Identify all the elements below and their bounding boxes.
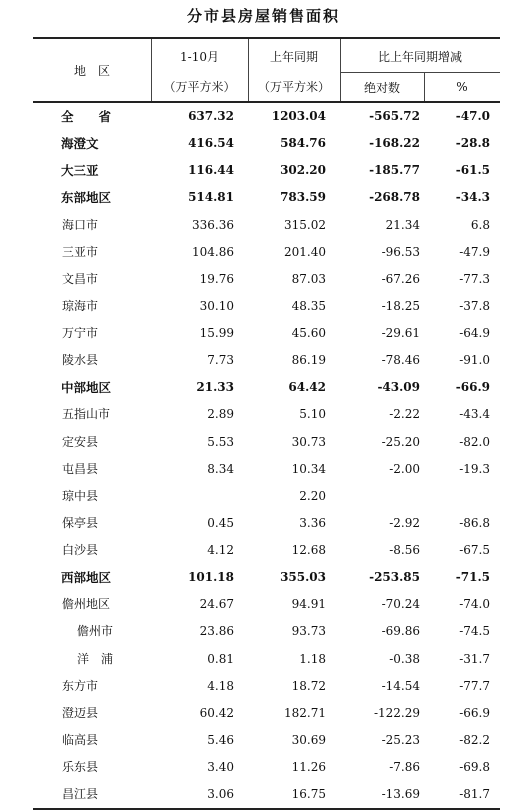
current-value-cell: 4.18: [207, 678, 234, 693]
header-growth: 比上年同期增减: [377, 49, 462, 64]
region-cell: 乐东县: [62, 760, 99, 774]
prior-value-cell: 302.20: [280, 163, 326, 178]
prior-value-cell: 30.73: [291, 434, 326, 449]
absolute-change-cell: -69.86: [381, 624, 420, 639]
table-header: [33, 39, 500, 103]
prior-value-cell: 2.20: [299, 488, 326, 503]
prior-value-cell: 12.68: [291, 543, 326, 557]
current-value-cell: 637.32: [188, 109, 234, 123]
header-percent: %: [456, 80, 468, 94]
prior-value-cell: 18.72: [291, 678, 326, 693]
percent-change-cell: -81.7: [459, 787, 490, 802]
absolute-change-cell: -0.38: [389, 651, 420, 666]
region-cell: 海澄文: [61, 136, 99, 152]
header-prior-period: 上年同期: [269, 49, 318, 64]
prior-value-cell: 93.73: [291, 624, 326, 639]
table-title: 分市县房屋销售面积: [186, 7, 340, 25]
absolute-change-cell: -565.72: [369, 109, 420, 123]
percent-change-cell: -74.0: [459, 597, 490, 612]
percent-change-cell: -43.4: [459, 407, 490, 422]
current-value-cell: 2.89: [207, 407, 234, 422]
percent-change-cell: -66.9: [459, 705, 490, 720]
prior-value-cell: 201.40: [284, 244, 326, 259]
region-cell: 琼中县: [62, 488, 99, 503]
absolute-change-cell: -2.22: [389, 407, 420, 422]
table-body: [33, 103, 500, 808]
region-cell: 文昌市: [62, 271, 99, 286]
current-value-cell: 5.46: [207, 732, 234, 747]
header-divider: [424, 72, 425, 101]
current-value-cell: 21.33: [196, 380, 234, 395]
table-row: [33, 130, 500, 157]
current-value-cell: 15.99: [199, 326, 234, 340]
prior-value-cell: 1203.04: [271, 109, 326, 123]
table-row: [33, 103, 500, 130]
percent-change-cell: -71.5: [455, 570, 490, 585]
header-divider: [151, 39, 152, 101]
absolute-change-cell: -18.25: [381, 298, 420, 313]
percent-change-cell: -69.8: [459, 760, 490, 774]
current-value-cell: 0.45: [207, 515, 234, 530]
prior-value-cell: 30.69: [291, 732, 326, 747]
current-value-cell: 104.86: [192, 244, 234, 259]
prior-value-cell: 1.18: [299, 651, 326, 666]
percent-change-cell: -74.5: [459, 624, 490, 639]
percent-change-cell: -31.7: [459, 651, 490, 666]
region-cell: 三亚市: [62, 244, 99, 259]
absolute-change-cell: -8.56: [389, 543, 420, 557]
header-absolute: 绝对数: [363, 80, 400, 95]
absolute-change-cell: -25.23: [381, 732, 420, 747]
region-cell: 白沙县: [62, 543, 99, 557]
percent-change-cell: -34.3: [455, 190, 490, 205]
absolute-change-cell: -25.20: [381, 434, 420, 449]
absolute-change-cell: -78.46: [381, 353, 420, 368]
region-cell: 儋州市: [77, 624, 114, 639]
percent-change-cell: -91.0: [459, 353, 490, 368]
absolute-change-cell: -43.09: [377, 380, 420, 395]
absolute-change-cell: -185.77: [369, 163, 420, 178]
table-row: [33, 727, 500, 754]
current-value-cell: 416.54: [188, 136, 234, 151]
absolute-change-cell: -122.29: [373, 705, 420, 720]
table-row: [33, 673, 500, 700]
table-row: [33, 401, 500, 428]
region-cell: 大三亚: [61, 163, 99, 179]
current-value-cell: 8.34: [207, 461, 234, 476]
table-row: [33, 293, 500, 320]
absolute-change-cell: -7.86: [389, 760, 420, 774]
region-cell: 中部地区: [61, 380, 112, 396]
absolute-change-cell: -29.61: [381, 326, 420, 340]
current-value-cell: 3.06: [207, 787, 234, 802]
current-value-cell: 0.81: [207, 651, 234, 666]
table-row: [33, 591, 500, 618]
absolute-change-cell: -2.92: [389, 515, 420, 530]
prior-value-cell: 182.71: [284, 705, 326, 720]
percent-change-cell: 6.8: [470, 217, 490, 232]
current-value-cell: 4.12: [207, 543, 234, 557]
sales-area-table: [33, 37, 500, 810]
absolute-change-cell: -2.00: [389, 461, 420, 476]
prior-value-cell: 87.03: [291, 271, 326, 286]
region-cell: 东方市: [62, 678, 99, 693]
table-row: [33, 157, 500, 184]
header-divider: [340, 72, 500, 73]
absolute-change-cell: -14.54: [381, 678, 420, 693]
table-row: [33, 483, 500, 510]
region-cell: 儋州地区: [62, 597, 111, 612]
region-cell: 屯昌县: [62, 461, 99, 476]
region-cell: 洋 浦: [77, 651, 114, 666]
absolute-change-cell: -96.53: [381, 244, 420, 259]
table-row: [33, 510, 500, 537]
table-row: [33, 646, 500, 673]
percent-change-cell: -82.0: [459, 434, 490, 449]
current-value-cell: 5.53: [207, 434, 234, 449]
table-row: [33, 184, 500, 211]
table-row: [33, 618, 500, 645]
percent-change-cell: -47.0: [455, 109, 490, 123]
table-row: [33, 781, 500, 808]
header-current-unit: （万平方米）: [163, 79, 236, 94]
table-row: [33, 347, 500, 374]
prior-value-cell: 64.42: [288, 380, 326, 395]
table-row: [33, 239, 500, 266]
region-cell: 昌江县: [62, 787, 99, 802]
table-row: [33, 429, 500, 456]
current-value-cell: 19.76: [199, 271, 234, 286]
current-value-cell: 514.81: [188, 190, 234, 205]
table-row: [33, 564, 500, 591]
percent-change-cell: -66.9: [455, 380, 490, 395]
prior-value-cell: 355.03: [280, 570, 326, 585]
header-current-period: 1-10月: [180, 49, 219, 64]
percent-change-cell: -77.3: [459, 271, 490, 286]
percent-change-cell: -19.3: [459, 461, 490, 476]
percent-change-cell: -28.8: [455, 136, 490, 151]
header-divider: [340, 39, 341, 101]
header-region: 地 区: [73, 63, 110, 78]
table-row: [33, 700, 500, 727]
percent-change-cell: -82.2: [459, 732, 490, 747]
prior-value-cell: 783.59: [280, 190, 326, 205]
current-value-cell: 23.86: [199, 624, 234, 639]
prior-value-cell: 315.02: [284, 217, 326, 232]
percent-change-cell: -47.9: [459, 244, 490, 259]
region-cell: 五指山市: [62, 407, 111, 422]
absolute-change-cell: -70.24: [381, 597, 420, 612]
region-cell: 东部地区: [61, 190, 112, 206]
absolute-change-cell: -13.69: [381, 787, 420, 802]
region-cell: 全 省: [61, 109, 112, 124]
absolute-change-cell: -253.85: [369, 570, 420, 585]
table-row: [33, 212, 500, 239]
prior-value-cell: 3.36: [299, 515, 326, 530]
table-row: [33, 266, 500, 293]
region-cell: 万宁市: [62, 326, 99, 340]
current-value-cell: 101.18: [188, 570, 234, 585]
region-cell: 定安县: [62, 434, 99, 449]
current-value-cell: 336.36: [192, 217, 234, 232]
percent-change-cell: -64.9: [459, 326, 490, 340]
region-cell: 澄迈县: [62, 705, 99, 720]
prior-value-cell: 5.10: [299, 407, 326, 422]
table-row: [33, 456, 500, 483]
prior-value-cell: 48.35: [291, 298, 326, 313]
region-cell: 临高县: [62, 732, 99, 747]
current-value-cell: 24.67: [199, 597, 234, 612]
percent-change-cell: -37.8: [459, 298, 490, 313]
current-value-cell: 116.44: [188, 163, 234, 178]
current-value-cell: 3.40: [207, 760, 234, 774]
header-divider: [248, 39, 249, 101]
absolute-change-cell: -67.26: [381, 271, 420, 286]
header-prior-unit: （万平方米）: [257, 79, 330, 94]
prior-value-cell: 94.91: [291, 597, 326, 612]
region-cell: 西部地区: [61, 570, 112, 586]
table-row: [33, 320, 500, 347]
table-row: [33, 374, 500, 401]
percent-change-cell: -86.8: [459, 515, 490, 530]
prior-value-cell: 16.75: [291, 787, 326, 802]
absolute-change-cell: -268.78: [369, 190, 420, 205]
current-value-cell: 7.73: [207, 353, 234, 368]
region-cell: 琼海市: [62, 298, 99, 313]
current-value-cell: 30.10: [199, 298, 234, 313]
prior-value-cell: 10.34: [291, 461, 326, 476]
absolute-change-cell: -168.22: [369, 136, 420, 151]
percent-change-cell: -61.5: [455, 163, 490, 178]
prior-value-cell: 584.76: [280, 136, 326, 151]
prior-value-cell: 86.19: [291, 353, 326, 368]
region-cell: 陵水县: [62, 353, 99, 368]
current-value-cell: 60.42: [199, 705, 234, 720]
table-row: [33, 537, 500, 564]
absolute-change-cell: 21.34: [385, 217, 420, 232]
percent-change-cell: -67.5: [459, 543, 490, 557]
region-cell: 保亭县: [62, 515, 99, 530]
region-cell: 海口市: [62, 217, 99, 232]
percent-change-cell: -77.7: [459, 678, 490, 693]
table-row: [33, 754, 500, 781]
prior-value-cell: 45.60: [291, 326, 326, 340]
prior-value-cell: 11.26: [291, 760, 326, 774]
